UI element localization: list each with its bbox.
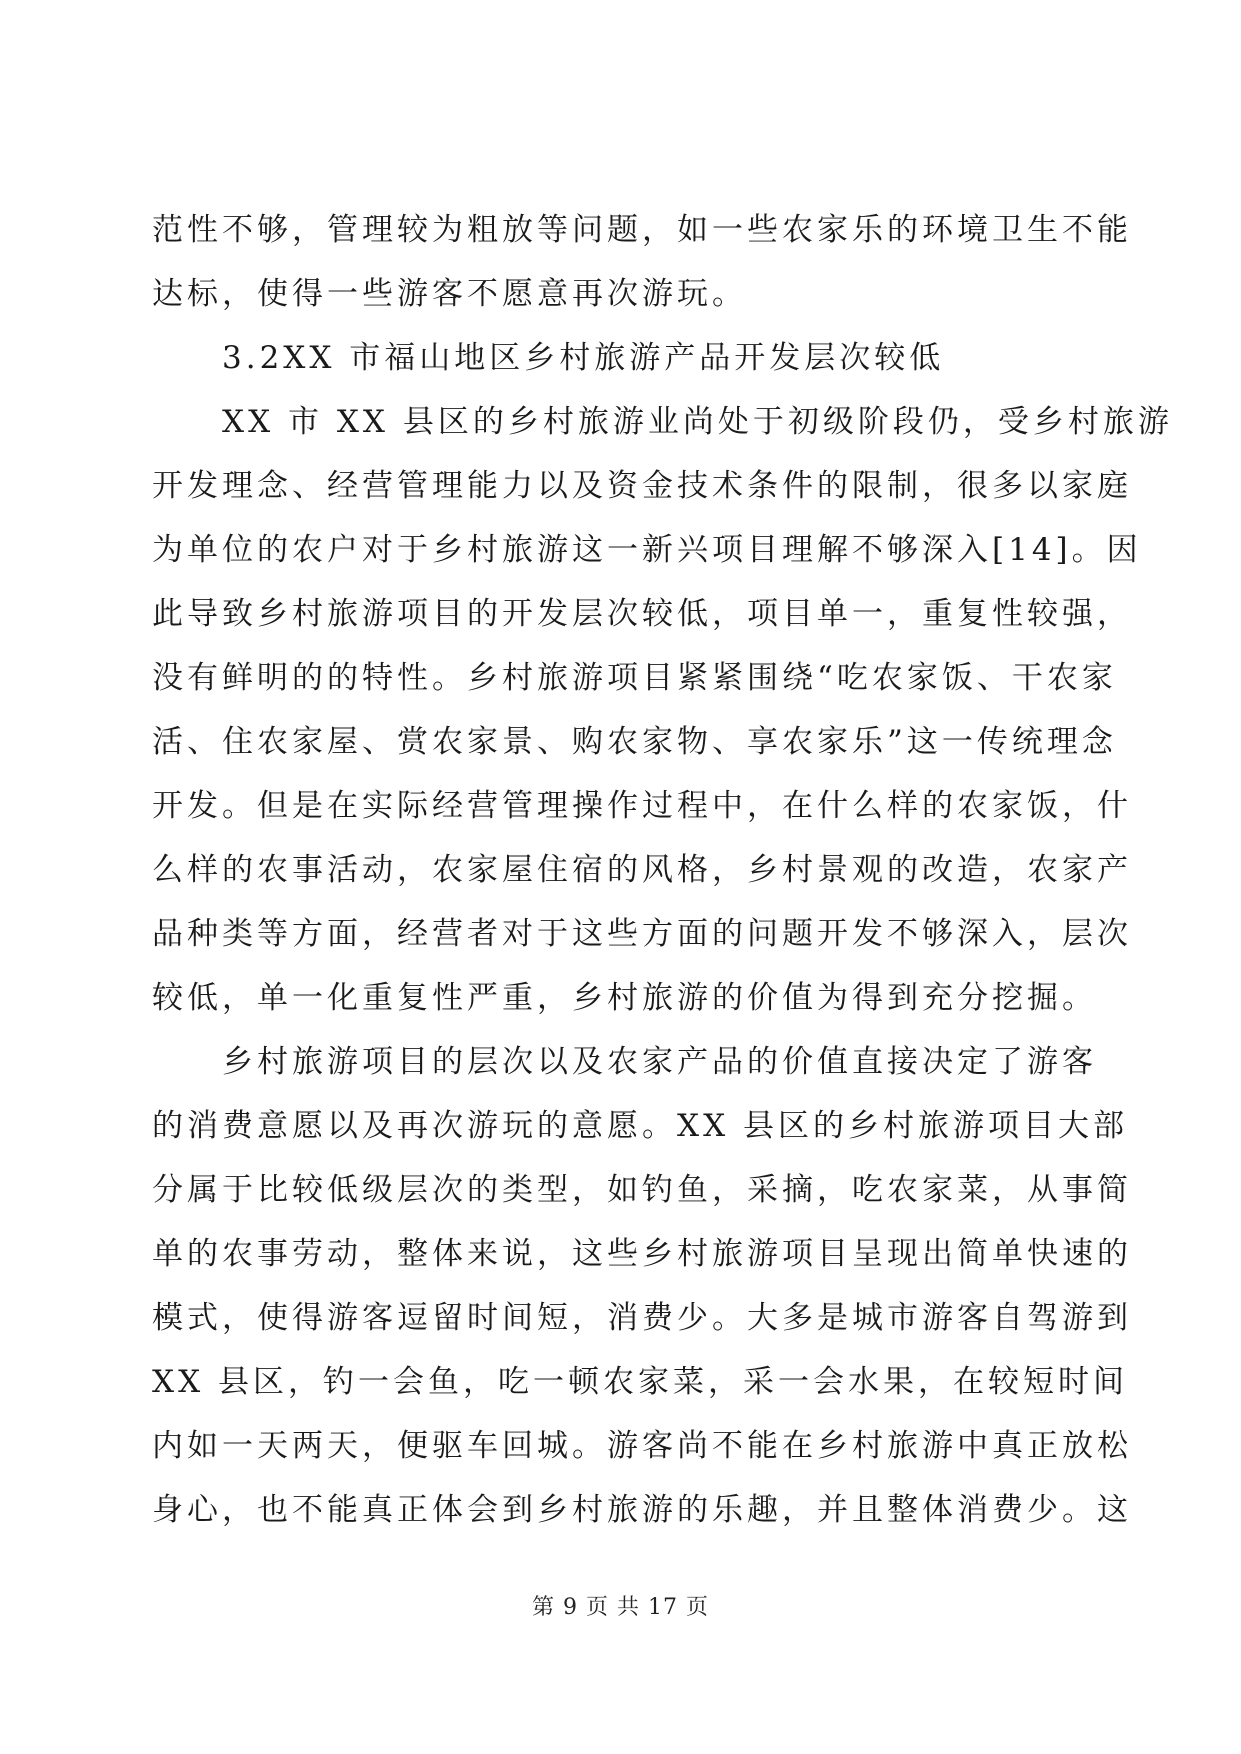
text-line: 么样的农事活动，农家屋住宿的风格，乡村景观的改造，农家产 xyxy=(152,852,1132,888)
text-line: 单的农事劳动，整体来说，这些乡村旅游项目呈现出简单快速的 xyxy=(152,1236,1132,1272)
text-line: 乡村旅游项目的层次以及农家产品的价值直接决定了游客 xyxy=(222,1044,1097,1080)
section-heading: 3.2XX 市福山地区乡村旅游产品开发层次较低 xyxy=(222,340,945,376)
text-line: 模式，使得游客逗留时间短，消费少。大多是城市游客自驾游到 xyxy=(152,1300,1132,1336)
text-line: 为单位的农户对于乡村旅游这一新兴项目理解不够深入[14]。因 xyxy=(152,532,1142,568)
text-line: 的消费意愿以及再次游玩的意愿。XX 县区的乡村旅游项目大部 xyxy=(152,1108,1128,1144)
text-line: 品种类等方面，经营者对于这些方面的问题开发不够深入，层次 xyxy=(152,916,1132,952)
text-line: 开发。但是在实际经营管理操作过程中，在什么样的农家饭，什 xyxy=(152,788,1132,824)
text-line: XX 县区，钓一会鱼，吃一顿农家菜，采一会水果，在较短时间 xyxy=(152,1364,1128,1400)
text-line: 开发理念、经营管理能力以及资金技术条件的限制，很多以家庭 xyxy=(152,468,1132,504)
text-line: 范性不够，管理较为粗放等问题，如一些农家乐的环境卫生不能 xyxy=(152,212,1132,248)
text-line: 达标，使得一些游客不愿意再次游玩。 xyxy=(152,276,747,312)
text-line: XX 市 XX 县区的乡村旅游业尚处于初级阶段仍，受乡村旅游 xyxy=(222,404,1173,440)
text-line: 内如一天两天，便驱车回城。游客尚不能在乡村旅游中真正放松 xyxy=(152,1428,1132,1464)
text-line: 活、住农家屋、赏农家景、购农家物、享农家乐”这一传统理念 xyxy=(152,724,1117,760)
text-line: 分属于比较低级层次的类型，如钓鱼，采摘，吃农家菜，从事简 xyxy=(152,1172,1132,1208)
page-footer: 第 9 页 共 17 页 xyxy=(532,1595,709,1620)
text-line: 较低，单一化重复性严重，乡村旅游的价值为得到充分挖掘。 xyxy=(152,980,1097,1016)
text-line: 没有鲜明的的特性。乡村旅游项目紧紧围绕“吃农家饭、干农家 xyxy=(152,660,1117,696)
text-line: 身心，也不能真正体会到乡村旅游的乐趣，并且整体消费少。这 xyxy=(152,1492,1132,1528)
body-text xyxy=(152,198,1173,1542)
text-line: 此导致乡村旅游项目的开发层次较低，项目单一，重复性较强， xyxy=(152,596,1132,632)
